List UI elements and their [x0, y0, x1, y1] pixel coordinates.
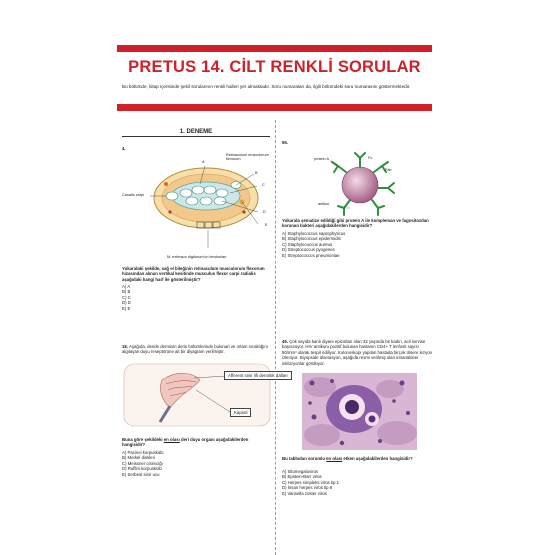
- question-49-question: Bu tablodan sorumlu en olası etken aşağıdakilerden hangisidir?: [282, 456, 413, 461]
- option[interactable]: B) Merkel diskleri: [122, 455, 155, 461]
- question-55-text: Yukarıda şematize edildiği gibi protein A ile kompleman ve fagositozdan korunan bakteri aşağıdakilerden hangisidir?: [282, 218, 429, 229]
- option[interactable]: E) Varisella zoster virüs: [282, 490, 327, 496]
- histology-image: [302, 373, 417, 450]
- label-d: D: [263, 210, 266, 214]
- option[interactable]: C) C: [122, 294, 131, 300]
- question-49-number: 49.: [282, 339, 288, 344]
- label-protein-a: protein A: [314, 157, 329, 161]
- question-18-text: 18. Aşağıda, deride dermisin derin bölümlerinde bulunan ve ortam sıcaklığını algılayan duyu reseptörüne ait bir diyagram verilmiştir.: [122, 344, 268, 355]
- option[interactable]: E) Streptococcus pneumoniae: [282, 252, 340, 258]
- question-49-options: [282, 469, 339, 496]
- intro-text: Bu bölümde, kitap içerisinde şekil sorularının renkli halleri yer almaktadır. Soru numaraları da, ilgili bölümdeki soru numarasını göstermektedir.: [122, 84, 411, 89]
- option[interactable]: E) E: [122, 305, 131, 311]
- question-55-number: 55.: [282, 140, 288, 145]
- option[interactable]: D) Streptococcus pyogenes: [282, 247, 335, 253]
- page-title: PRETUS 14. CİLT RENKLİ SORULAR: [128, 58, 421, 76]
- option[interactable]: E) Serbest sinir ucu: [122, 471, 160, 477]
- label-e: E: [265, 223, 268, 227]
- label-c: C: [262, 183, 265, 187]
- label-canalis-carpi: Canalis carpi: [122, 193, 144, 197]
- label-antikor: antikor: [318, 202, 330, 206]
- option[interactable]: C) Staphylococcus aureus: [282, 241, 333, 247]
- label-b: B: [255, 171, 258, 175]
- column-divider: [275, 120, 276, 555]
- question-4-text: Yukarıdaki şekilde, sağ el bileğinin retinaculum musculorum flexorum hizasından alınan vertikal kesitinde musculus flexor carpi radialis aşağıdaki hangi harf ile gösterilmiştir?: [122, 266, 265, 282]
- option[interactable]: C) Meissner cisimciği: [122, 460, 163, 466]
- label-tendon: M. extensor digitorum'un tendonları: [167, 255, 227, 259]
- question-18-number: 18.: [122, 344, 128, 349]
- label-a: A: [202, 160, 205, 164]
- option[interactable]: A) Staphylococcus saprophyticus: [282, 231, 346, 236]
- question-18-options: [122, 450, 164, 477]
- question-55-options: [282, 231, 345, 258]
- option[interactable]: A) Pacinei korpuskülü: [122, 450, 164, 455]
- option[interactable]: A) A: [122, 284, 131, 289]
- label-kapsul: Kapsül: [230, 408, 251, 417]
- top-red-bar: [117, 45, 432, 52]
- option[interactable]: D) İnsan herpes virüs tip 8: [282, 485, 333, 491]
- question-4-options: [122, 284, 131, 311]
- label-afferent: Afferent sinir lifi dentritik dalları: [224, 371, 292, 380]
- label-fc: Fc: [368, 156, 373, 160]
- option[interactable]: D) D: [122, 300, 131, 306]
- option[interactable]: D) Ruffini korpuskülü: [122, 466, 162, 472]
- bottom-red-bar: [117, 104, 432, 111]
- wrist-cross-section-figure: [150, 160, 268, 250]
- label-retinaculum: Retinaculum musculorum flexorum: [226, 153, 269, 162]
- option[interactable]: B) B: [122, 289, 131, 295]
- label-fab: Fab: [385, 168, 392, 172]
- question-18-question: Buna göre şekildeki en olası deri duyu organı aşağıdakilerden hangisidir?: [122, 437, 249, 448]
- question-4-number: 4.: [122, 146, 126, 151]
- option[interactable]: B) Staphylococcus epidermidis: [282, 236, 341, 242]
- section-title: 1. DENEME: [122, 129, 270, 137]
- option[interactable]: C) Herpes simpleks virüs tip 1: [282, 479, 340, 485]
- question-49-text: 49. Çok sayıda kanlı diyare epizotları olan 32 yaşında bir kadın, acil servise başvuruyor. HIV antikoru pozitif bulunan hastanın CD4+ T lenfosit sayısı 50/mm³ olarak tespit ediliyor. Kolonoskopi yapılan hastada birçok ülsere lezyon izleniyor. Biyopside ülserasyon, aşağıda resmi verilmiş olan intranükleer inklüzyonlar görülüyor.: [282, 339, 432, 366]
- option[interactable]: B) Epstein-Barr virüs: [282, 474, 322, 480]
- option[interactable]: A) Sitomegalovirüs: [282, 469, 319, 474]
